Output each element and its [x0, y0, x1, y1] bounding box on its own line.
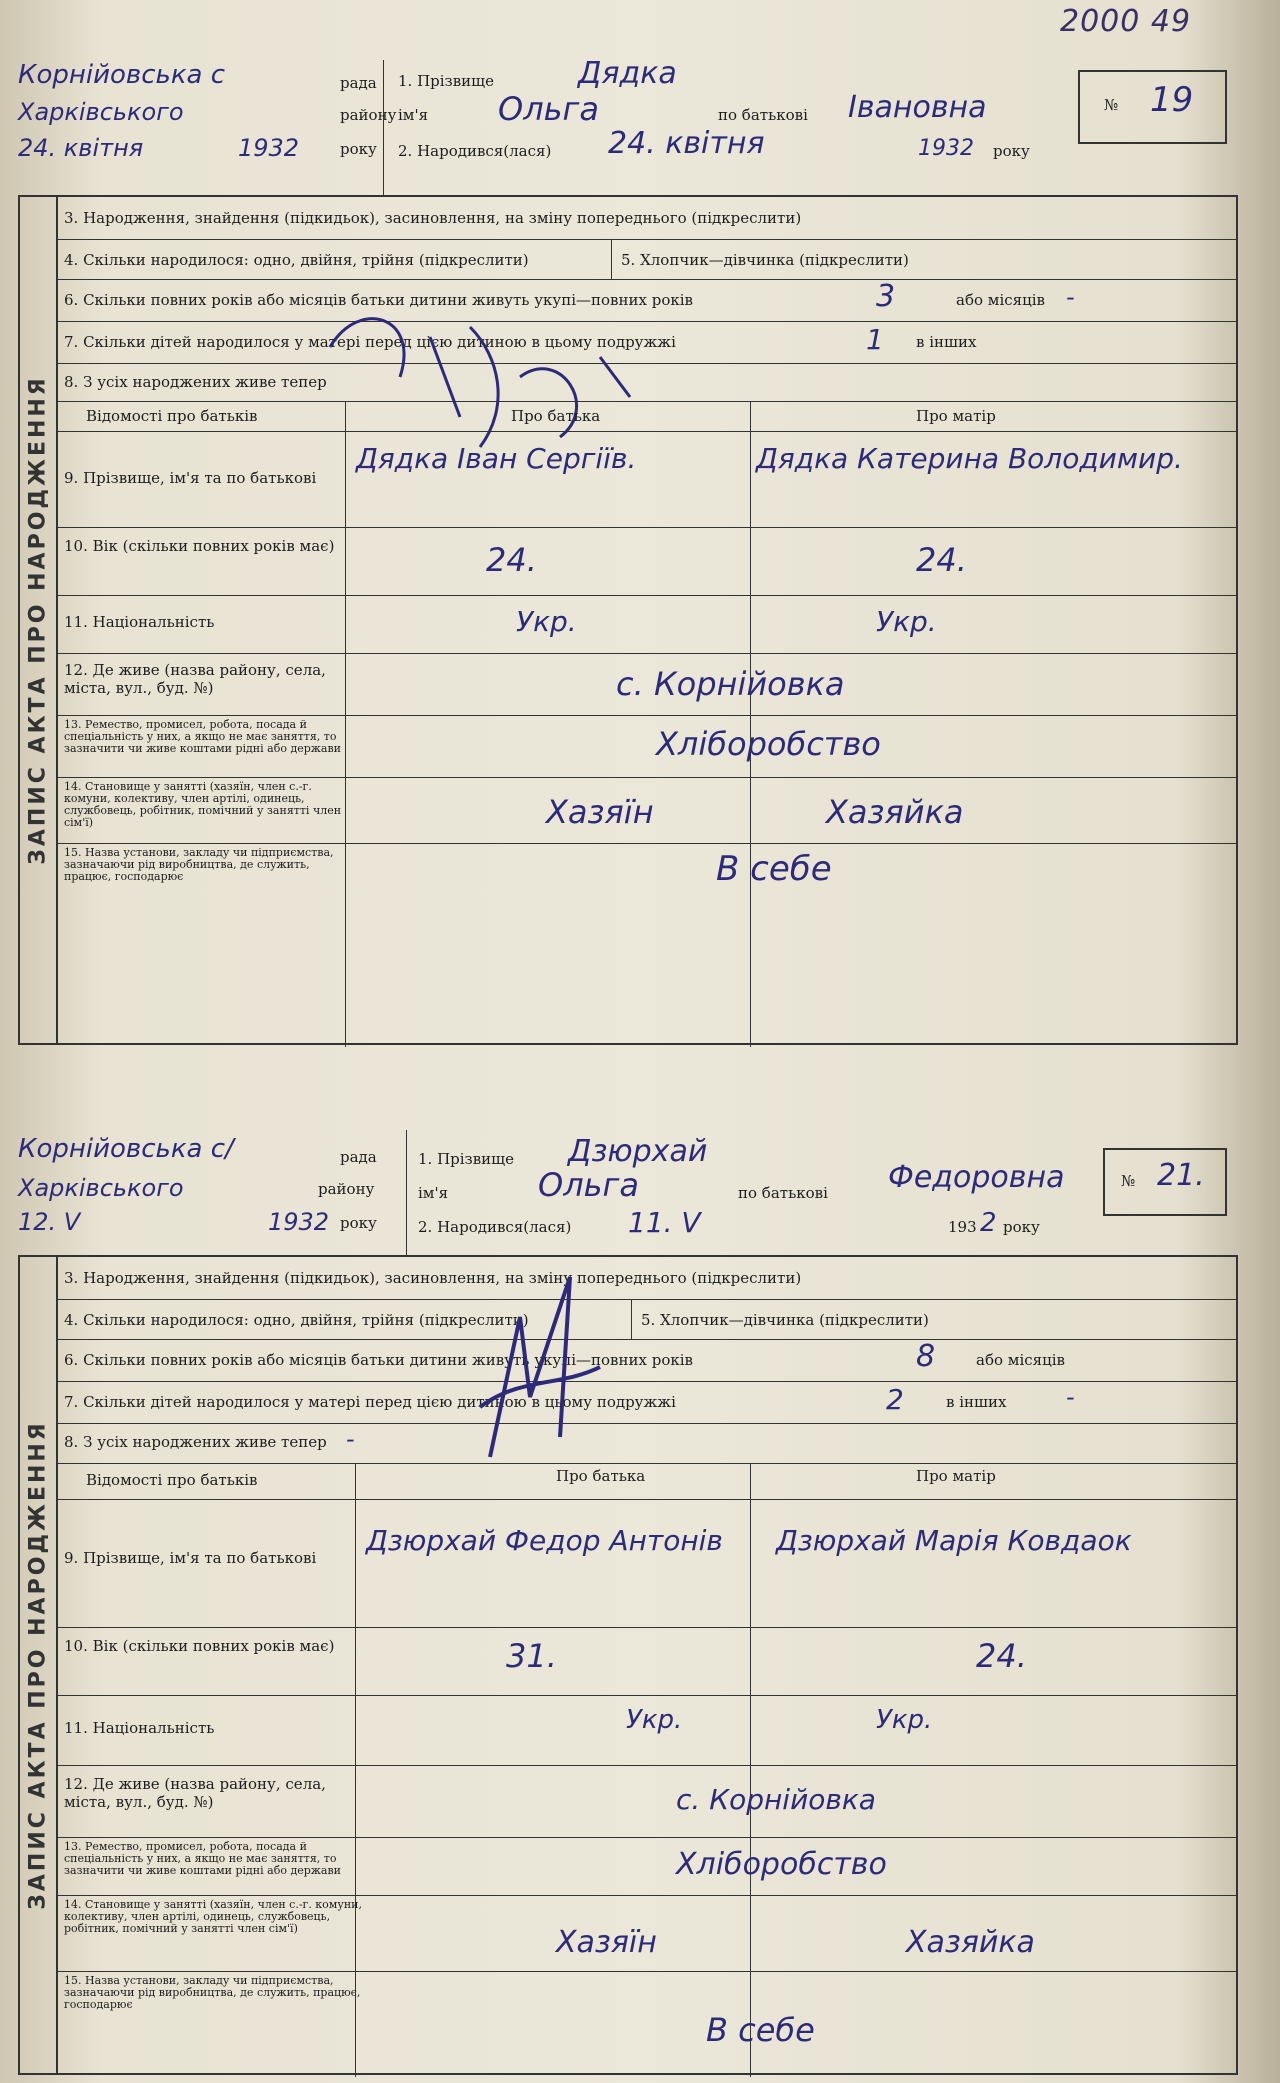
surname-value: Дзюрхай	[568, 1134, 708, 1169]
born-year-value: 2	[980, 1208, 997, 1238]
father-age: 24.	[486, 541, 537, 579]
q15-label: 15. Назва установи, закладу чи підприємства, зазначаючи рід виробництва, де служить, працює, господарює	[64, 1974, 361, 2011]
registrar-signature	[460, 1257, 660, 1477]
record-form	[18, 1255, 1238, 2075]
mother-header: Про матір	[916, 407, 996, 425]
parents-header: Відомості про батьків	[86, 407, 258, 425]
born-label: 2. Народився(лася)	[398, 142, 552, 160]
birth-record-2	[18, 1120, 1238, 2080]
q5-label: 5. Хлопчик—дівчинка (підкреслити)	[621, 251, 909, 269]
mother-age: 24.	[916, 541, 967, 579]
q12-label: 12. Де живе (назва району, села, міста, вул., буд. №)	[64, 661, 326, 697]
name-value: Ольга	[538, 1166, 639, 1204]
born-year-value: 1932	[918, 136, 974, 161]
parents-header: Відомості про батьків	[86, 1471, 258, 1489]
surname-label: 1. Прізвище	[398, 72, 495, 90]
born-year-prefix: 193	[948, 1218, 977, 1236]
rada-label: рада	[340, 1148, 377, 1166]
q7-this-value: 1	[866, 323, 884, 356]
reg-year-value: 1932	[238, 134, 300, 162]
q4-label: 4. Скільки народилося: одно, двійня, трійня (підкреслити)	[64, 1311, 529, 1329]
surname-value: Дядка	[578, 56, 677, 91]
q10-label: 10. Вік (скільки повних років має)	[64, 1637, 335, 1655]
reg-date-value: 24. квітня	[18, 134, 144, 162]
mother-age: 24.	[976, 1637, 1027, 1675]
residence: с. Корнійовка	[616, 665, 845, 703]
q3-label: 3. Народження, знайдення (підкидьок), засиновлення, на зміну попереднього (підкреслити)	[64, 209, 802, 227]
q12-label: 12. Де живе (назва району, села, міста, вул., буд. №)	[64, 1775, 326, 1811]
number-label: №	[1121, 1172, 1136, 1190]
side-title: ЗАПИС АКТА ПРО НАРОДЖЕННЯ	[20, 197, 58, 1043]
father-header: Про батька	[511, 407, 601, 425]
q13-label: 13. Ремество, промисел, робота, посада й спеціальність у них, а якщо не має заняття, то зазначити чи живе коштами рідні або держави	[64, 718, 341, 755]
born-date-value: 24. квітня	[608, 126, 765, 161]
workplace: В себе	[716, 849, 832, 889]
rada-value: Корнійовська с	[18, 60, 226, 90]
q7-other-value: -	[1066, 1383, 1075, 1411]
q11-label: 11. Національність	[64, 1719, 215, 1737]
number-value: 21.	[1157, 1158, 1205, 1193]
q6-months-label: або місяців	[976, 1351, 1065, 1369]
q9-label: 9. Прізвище, ім'я та по батькові	[64, 469, 317, 487]
q9-label: 9. Прізвище, ім'я та по батькові	[64, 1549, 317, 1567]
number-label: №	[1104, 96, 1119, 114]
number-value: 19	[1150, 80, 1194, 120]
father-status: Хазяїн	[556, 1925, 657, 1960]
q8-value: -	[346, 1425, 355, 1453]
patronymic-value: Федоровна	[888, 1160, 1065, 1195]
workplace: В себе	[706, 2011, 815, 2049]
born-year-label: року	[993, 142, 1030, 160]
year-label: року	[340, 140, 377, 158]
rayon-value: Харківського	[18, 98, 184, 126]
page-number: 2000 49	[1060, 4, 1192, 39]
father-nationality: Укр.	[626, 1705, 683, 1735]
name-label: ім'я	[418, 1184, 449, 1202]
father-name: Дядка Іван Сергіїв.	[356, 442, 637, 475]
record-form	[18, 195, 1238, 1045]
rayon-label: району	[318, 1180, 375, 1198]
father-nationality: Укр.	[516, 605, 577, 638]
mother-nationality: Укр.	[876, 1705, 933, 1735]
q7-this-value: 2	[886, 1383, 904, 1416]
mother-status: Хазяйка	[906, 1925, 1035, 1960]
born-year-label: року	[1003, 1218, 1040, 1236]
q7-label: 7. Скільки дітей народилося у матері перед цією дитиною в цьому подружжі	[64, 1393, 676, 1411]
name-label: ім'я	[398, 106, 429, 124]
side-title: ЗАПИС АКТА ПРО НАРОДЖЕННЯ	[20, 1257, 58, 2073]
q15-label: 15. Назва установи, закладу чи підприємства, зазначаючи рід виробництва, де служить, працює, господарює	[64, 846, 334, 883]
rada-value: Корнійовська с/	[18, 1134, 234, 1164]
q13-label: 13. Ремество, промисел, робота, посада й спеціальність у них, а якщо не має заняття, то зазначити чи живе коштами рідні або держави	[64, 1840, 341, 1877]
q6-years-value: 3	[876, 279, 896, 314]
q14-label: 14. Становище у занятті (хазяїн, член с.-г. комуни, колективу, член артілі, одинець, службовець, робітник, помічний у занятті член сім'ї)	[64, 780, 342, 829]
q6-label: 6. Скільки повних років або місяців батьки дитини живуть укупі—повних років	[64, 291, 693, 309]
born-date-value: 11. V	[628, 1206, 701, 1239]
born-label: 2. Народився(лася)	[418, 1218, 572, 1236]
q4-label: 4. Скільки народилося: одно, двійня, трійня (підкреслити)	[64, 251, 529, 269]
mother-name: Дзюрхай Марія Ковдаок	[776, 1524, 1132, 1557]
q5-label: 5. Хлопчик—дівчинка (підкреслити)	[641, 1311, 929, 1329]
occupation: Хліборобство	[676, 1847, 887, 1882]
surname-label: 1. Прізвище	[418, 1150, 515, 1168]
q7-other-label: в інших	[916, 333, 977, 351]
q14-label: 14. Становище у занятті (хазяїн, член с.-г. комуни, колективу, член артілі, одинець, службовець, робітник, помічний у занятті член сім'ї)	[64, 1898, 362, 1935]
record-header	[18, 56, 1238, 195]
q11-label: 11. Національність	[64, 613, 215, 631]
birth-record-1	[18, 56, 1238, 990]
patronymic-value: Івановна	[848, 90, 987, 125]
number-box	[1078, 70, 1227, 144]
reg-date-value: 12. V	[18, 1208, 81, 1236]
father-status: Хазяїн	[546, 793, 654, 831]
mother-status: Хазяйка	[826, 793, 964, 831]
residence: с. Корнійовка	[676, 1783, 876, 1816]
record-header	[18, 1120, 1238, 1255]
patronymic-label: по батькові	[718, 106, 808, 124]
q6-label: 6. Скільки повних років або місяців батьки дитини живуть укупі—повних років	[64, 1351, 693, 1369]
rayon-label: району	[340, 106, 397, 124]
reg-year-value: 1932	[268, 1208, 330, 1236]
occupation: Хліборобство	[656, 725, 881, 763]
q7-other-label: в інших	[946, 1393, 1007, 1411]
q10-label: 10. Вік (скільки повних років має)	[64, 537, 335, 555]
q6-months-value: -	[1066, 283, 1075, 311]
q6-years-value: 8	[916, 1339, 936, 1374]
q6-months-label: або місяців	[956, 291, 1045, 309]
mother-header: Про матір	[916, 1467, 996, 1485]
number-box	[1103, 1148, 1227, 1216]
father-age: 31.	[506, 1637, 557, 1675]
father-header: Про батька	[556, 1467, 646, 1485]
q3-label: 3. Народження, знайдення (підкидьок), засиновлення, на зміну попереднього (підкреслити)	[64, 1269, 802, 1287]
q7-label: 7. Скільки дітей народилося у матері перед цією дитиною в цьому подружжі	[64, 333, 676, 351]
mother-nationality: Укр.	[876, 605, 937, 638]
q8-label: 8. З усіх народжених живе тепер	[64, 373, 327, 391]
rada-label: рада	[340, 74, 377, 92]
year-label: року	[340, 1214, 377, 1232]
mother-name: Дядка Катерина Володимир.	[756, 442, 1183, 475]
rayon-value: Харківського	[18, 1174, 184, 1202]
q8-label: 8. З усіх народжених живе тепер	[64, 1433, 327, 1451]
name-value: Ольга	[498, 90, 599, 128]
patronymic-label: по батькові	[738, 1184, 828, 1202]
father-name: Дзюрхай Федор Антонів	[366, 1524, 723, 1557]
